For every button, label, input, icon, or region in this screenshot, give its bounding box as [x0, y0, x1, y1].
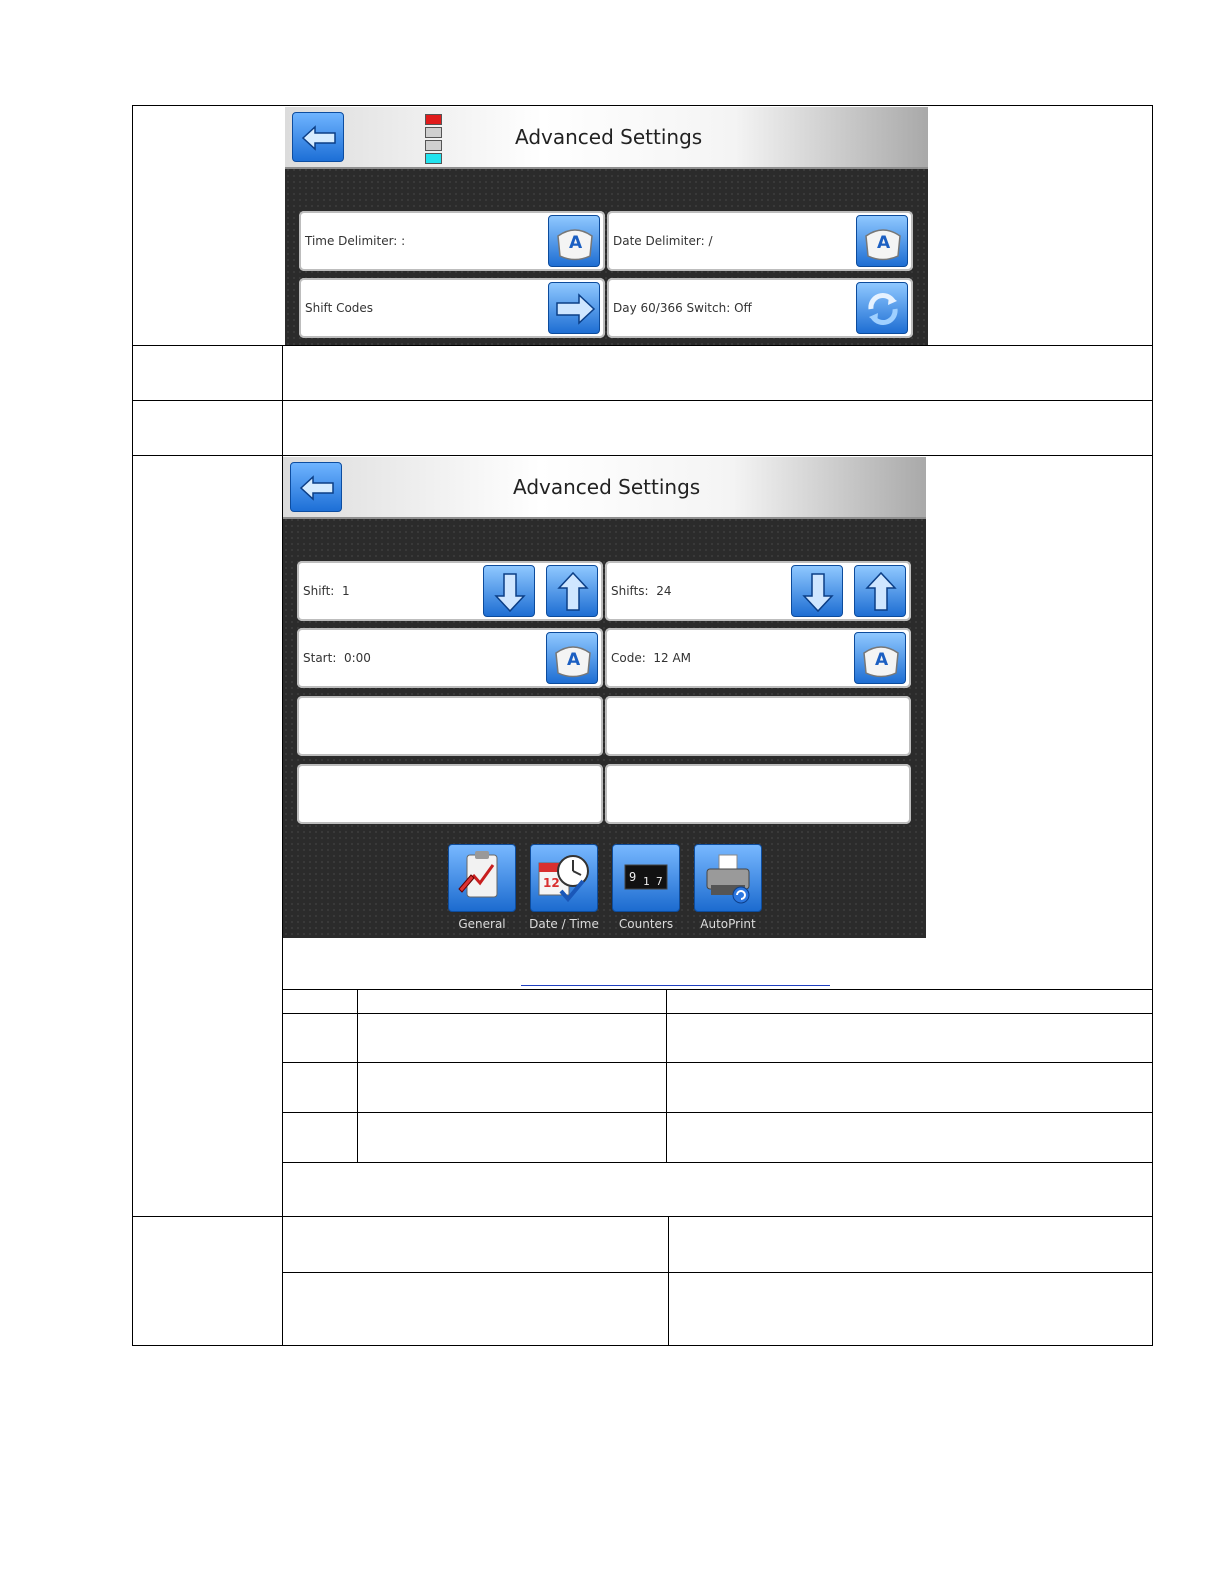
day-switch-tile[interactable] [607, 278, 913, 338]
tile-label: Day 60/366 Switch: Off [613, 301, 752, 315]
time-delimiter-tile[interactable] [299, 211, 605, 271]
arrow-right-icon [549, 283, 601, 335]
date-delimiter-tile[interactable] [607, 211, 913, 271]
page-title: Advanced Settings [513, 475, 701, 499]
status-light-cyan [425, 153, 442, 164]
svg-text:9: 9 [629, 870, 637, 884]
status-light-gray-1 [425, 127, 442, 138]
tile-label: Code: 12 AM [611, 651, 692, 665]
nav-autoprint-label: AutoPrint [700, 917, 756, 931]
empty-tile [605, 764, 911, 824]
tile-label: Shift: 1 [303, 584, 350, 598]
open-shift-codes-button[interactable] [548, 282, 600, 334]
counter-icon [613, 845, 679, 911]
status-light-red [425, 114, 442, 125]
keyboard-a-icon [855, 633, 907, 685]
title-bar [285, 107, 928, 169]
back-button[interactable] [290, 462, 342, 512]
nav-counters-label: Counters [618, 917, 674, 931]
edit-code-button[interactable] [854, 632, 906, 684]
svg-text:A: A [567, 650, 581, 670]
svg-text:A: A [569, 233, 583, 253]
nav-autoprint-button[interactable] [694, 844, 762, 912]
edit-time-delimiter-button[interactable] [548, 215, 600, 267]
arrow-left-icon [301, 125, 337, 151]
arrow-left-icon [299, 475, 335, 501]
hyperlink-underline[interactable] [521, 985, 830, 986]
svg-text:A: A [875, 650, 889, 670]
arrow-down-icon [484, 566, 536, 618]
shift-decrement-button[interactable] [483, 565, 535, 617]
tile-label: Date Delimiter: / [613, 234, 713, 248]
refresh-icon [857, 283, 909, 335]
keyboard-a-icon [857, 216, 909, 268]
shifts-decrement-button[interactable] [791, 565, 843, 617]
code-tile[interactable] [605, 628, 911, 688]
title-bar [283, 457, 926, 519]
start-tile[interactable] [297, 628, 603, 688]
empty-tile [297, 764, 603, 824]
nav-date-time-button[interactable] [530, 844, 598, 912]
tile-label: Shifts: 24 [611, 584, 672, 598]
svg-text:1: 1 [643, 875, 650, 888]
status-light-gray-2 [425, 140, 442, 151]
keyboard-a-icon [547, 633, 599, 685]
nav-general-label: General [458, 917, 506, 931]
arrow-down-icon [792, 566, 844, 618]
page-title: Advanced Settings [515, 125, 703, 149]
tile-label: Start: 0:00 [303, 651, 371, 665]
svg-text:A: A [877, 233, 891, 253]
shifts-tile [605, 561, 911, 621]
svg-text:7: 7 [656, 875, 663, 888]
nav-counters-button[interactable] [612, 844, 680, 912]
shift-increment-button[interactable] [546, 565, 598, 617]
advanced-settings-screen-1 [285, 107, 928, 345]
back-button[interactable] [292, 112, 344, 162]
nav-date-time-label: Date / Time [529, 917, 599, 931]
tile-label: Time Delimiter: : [305, 234, 406, 248]
shifts-increment-button[interactable] [854, 565, 906, 617]
keyboard-a-icon [549, 216, 601, 268]
empty-tile [297, 696, 603, 756]
tile-label: Shift Codes [305, 301, 374, 315]
shift-codes-tile[interactable] [299, 278, 605, 338]
printer-icon [695, 845, 761, 911]
toggle-day-switch-button[interactable] [856, 282, 908, 334]
edit-date-delimiter-button[interactable] [856, 215, 908, 267]
arrow-up-icon [547, 566, 599, 618]
clipboard-check-icon [449, 845, 515, 911]
calendar-clock-icon [531, 845, 597, 911]
edit-start-button[interactable] [546, 632, 598, 684]
shift-tile [297, 561, 603, 621]
svg-text:12: 12 [543, 876, 560, 890]
advanced-settings-screen-2 [283, 457, 926, 938]
empty-tile [605, 696, 911, 756]
arrow-up-icon [855, 566, 907, 618]
nav-general-button[interactable] [448, 844, 516, 912]
